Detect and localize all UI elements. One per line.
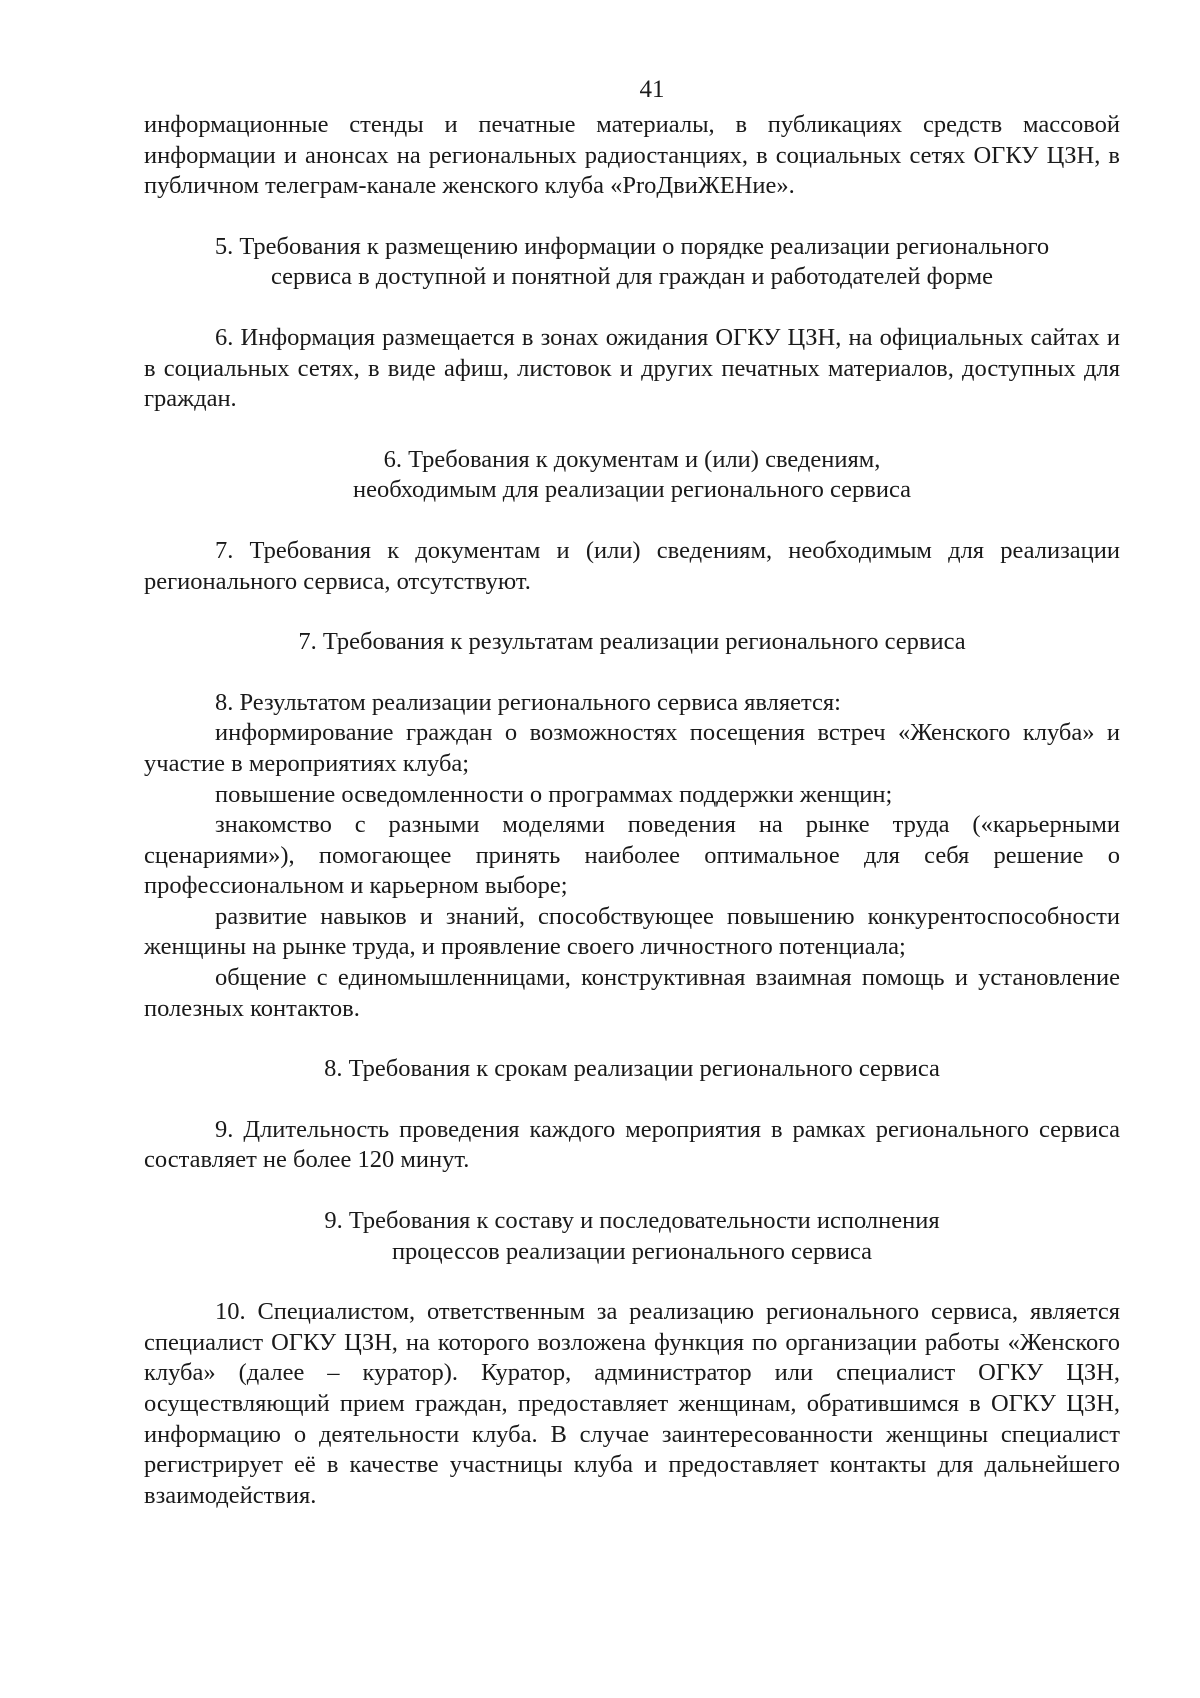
section-9-heading-line-1: 9. Требования к составу и последовательности исполнения xyxy=(324,1207,940,1235)
section-8-heading: 8. Требования к срокам реализации регионального сервиса xyxy=(324,1055,940,1083)
section-6-heading-line-2: необходимым для реализации регионального сервиса xyxy=(352,476,912,504)
document-page xyxy=(144,72,1120,1511)
paragraph-7: 7. Требования к документам и (или) сведениям, необходимым для реализации регионального сервиса, отсутствуют. xyxy=(144,536,1120,595)
section-7-heading: 7. Требования к результатам реализации регионального сервиса xyxy=(298,628,966,656)
paragraph-8-item-1: информирование граждан о возможностях посещения встреч «Женского клуба» и участие в мероприятиях клуба; xyxy=(144,719,1120,777)
paragraph-9: 9. Длительность проведения каждого мероприятия в рамках регионального сервиса составляет не более 120 минут. xyxy=(144,1115,1120,1174)
paragraph-8-item-3: знакомство с разными моделями поведения на рынке труда («карьерными сценариями»), помогающее принять наиболее оптимальное для себя решение о профессиональном и карьерном выборе; xyxy=(144,811,1120,900)
paragraph-8-item-5: общение с единомышленницами, конструктивная взаимная помощь и установление полезных контактов. xyxy=(144,964,1120,1022)
paragraph-8-item-4: развитие навыков и знаний, способствующее повышению конкурентоспособности женщины на рынке труда, и проявление своего личностного потенциала; xyxy=(144,902,1120,961)
section-5-heading xyxy=(144,232,1120,293)
page-number: 41 xyxy=(639,76,665,103)
section-5-heading-line-1: 5. Требования к размещению информации о порядке реализации регионального xyxy=(214,232,1050,260)
paragraph-8-item-2: повышение осведомленности о программах поддержки женщин; xyxy=(215,780,893,808)
paragraph-10: 10. Специалистом, ответственным за реализацию регионального сервиса, является специалист ОГКУ ЦЗН, на которого возложена функция по организации работы «Женского клуба» (далее – куратор). Куратор, администратор или специалист ОГКУ ЦЗН, осуществляющий прием граждан, предоставляет женщинам, обратившимся в ОГКУ ЦЗН, информацию о деятельности клуба. В случае заинтересованности женщины специалист регистрирует её в качестве участницы клуба и предоставляет контакты для дальнейшего взаимодействия. xyxy=(144,1298,1120,1509)
section-6-heading-line-1: 6. Требования к документам и (или) сведениям, xyxy=(383,445,881,473)
paragraph-6: 6. Информация размещается в зонах ожидания ОГКУ ЦЗН, на официальных сайтах и в социальных сетях, в виде афиш, листовок и других печатных материалов, доступных для граждан. xyxy=(144,323,1120,413)
section-5-heading-line-2: сервиса в доступной и понятной для граждан и работодателей форме xyxy=(270,263,994,291)
paragraph-intro: информационные стенды и печатные материалы, в публикациях средств массовой информации и анонсах на региональных радиостанциях, в социальных сетях ОГКУ ЦЗН, в публичном телеграм-канале женского клуба «PrоДвиЖЕНие». xyxy=(144,111,1120,200)
paragraph-8: 8. Результатом реализации регионального сервиса является: xyxy=(215,688,841,716)
section-9-heading-line-2: процессов реализации регионального сервиса xyxy=(391,1237,873,1265)
section-6-heading xyxy=(144,445,1120,506)
section-9-heading xyxy=(144,1206,1120,1267)
